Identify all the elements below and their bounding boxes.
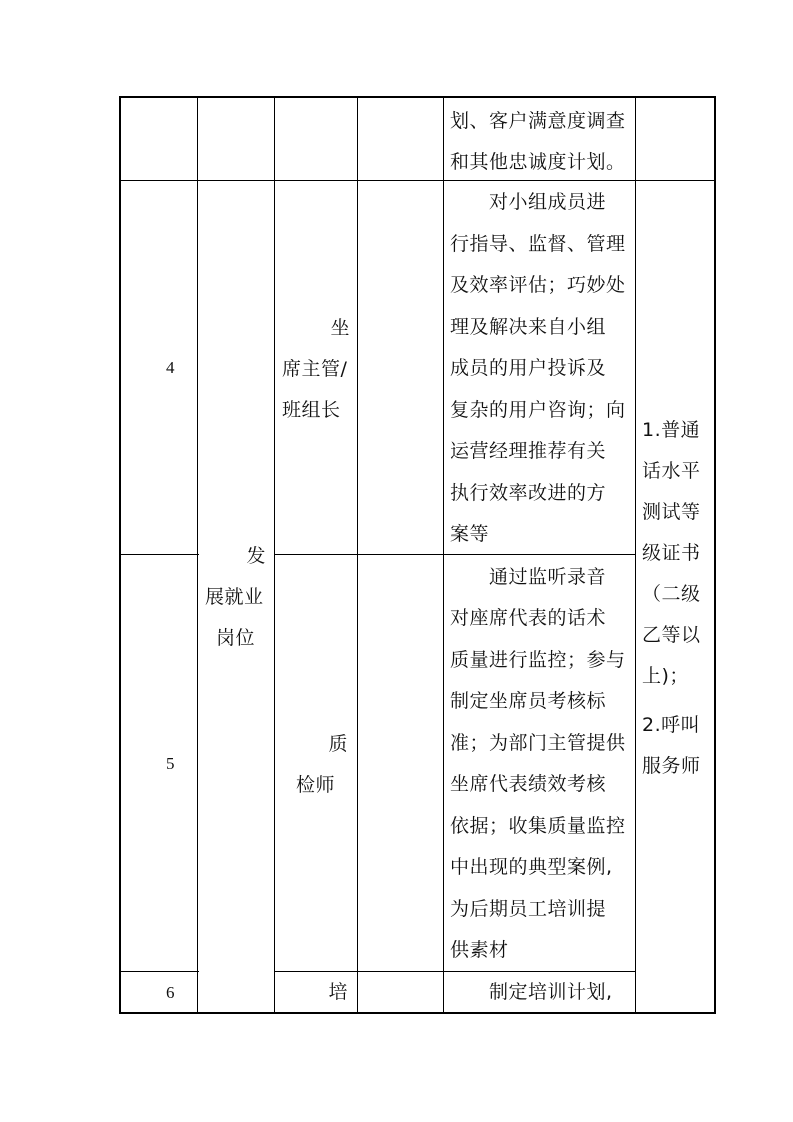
post-name-line: 班组长 (282, 399, 341, 421)
duty-text-line: 划、客户满意度调查 (450, 110, 626, 132)
duty-text-line: 理及解决来自小组 (450, 316, 607, 338)
column-divider (357, 96, 358, 1014)
column-divider (274, 96, 275, 1014)
duty-text-line: 质量进行监控；参与 (450, 649, 626, 671)
row-number: 6 (166, 983, 175, 1002)
column-divider (635, 96, 636, 1014)
table-top-border (119, 96, 716, 98)
row-divider (119, 180, 716, 181)
category-text-line: 发 (246, 545, 266, 567)
duty-text-line: 行指导、监督、管理 (450, 233, 626, 255)
row-number: 5 (166, 754, 175, 773)
certificate-text-line: 乙等以 (642, 624, 701, 646)
table-right-border (714, 96, 716, 1014)
duty-text-line: 供素材 (450, 939, 509, 961)
duty-text-line: 案等 (450, 523, 490, 545)
table-bottom-border (119, 1012, 716, 1014)
category-text-line: 岗位 (216, 627, 256, 649)
duty-text-line: 复杂的用户咨询；向 (450, 399, 626, 421)
table-left-border (119, 96, 121, 1014)
duty-text-line: 运营经理推荐有关 (450, 440, 607, 462)
column-divider (443, 96, 444, 1014)
post-name-line: 检师 (296, 774, 336, 796)
certificate-text-line: 1.普通 (642, 419, 701, 441)
duty-text-line: 制定培训计划, (489, 981, 613, 1003)
duty-text-line: 和其他忠诚度计划。 (450, 151, 626, 173)
duty-text-line: 坐席代表绩效考核 (450, 773, 607, 795)
post-name-line: 培 (328, 981, 348, 1003)
duty-text-line: 为后期员工培训提 (450, 898, 607, 920)
certificate-text-line: 服务师 (642, 755, 701, 777)
certificate-text-line: 2.呼叫 (642, 714, 701, 736)
duty-text-line: 制定坐席员考核标 (450, 690, 607, 712)
duty-text-line: 及效率评估；巧妙处 (450, 274, 626, 296)
row-divider (119, 554, 199, 555)
certificate-text-line: 级证书 (642, 542, 701, 564)
duty-text-line: 执行效率改进的方 (450, 482, 607, 504)
post-name-line: 坐 (330, 317, 350, 339)
row-number: 4 (166, 358, 175, 377)
duty-text-line: 依据；收集质量监控 (450, 815, 626, 837)
post-name-line: 质 (328, 733, 348, 755)
row-divider (119, 971, 199, 972)
post-name-line: 席主管/ (282, 358, 348, 380)
certificate-text-line: 测试等 (642, 501, 701, 523)
duty-text-line: 中出现的典型案例, (450, 856, 613, 878)
certificate-text-line: （二级 (642, 583, 701, 605)
duty-text-line: 准；为部门主管提供 (450, 732, 626, 754)
category-text-line: 展就业 (205, 586, 264, 608)
duty-text-line: 成员的用户投诉及 (450, 357, 607, 379)
certificate-text-line: 话水平 (642, 460, 701, 482)
column-divider (197, 96, 198, 1014)
duty-text-line: 通过监听录音 (489, 566, 607, 588)
duty-text-line: 对座席代表的话术 (450, 607, 607, 629)
duty-text-line: 对小组成员进 (489, 191, 607, 213)
certificate-text-line: 上)； (642, 665, 689, 687)
